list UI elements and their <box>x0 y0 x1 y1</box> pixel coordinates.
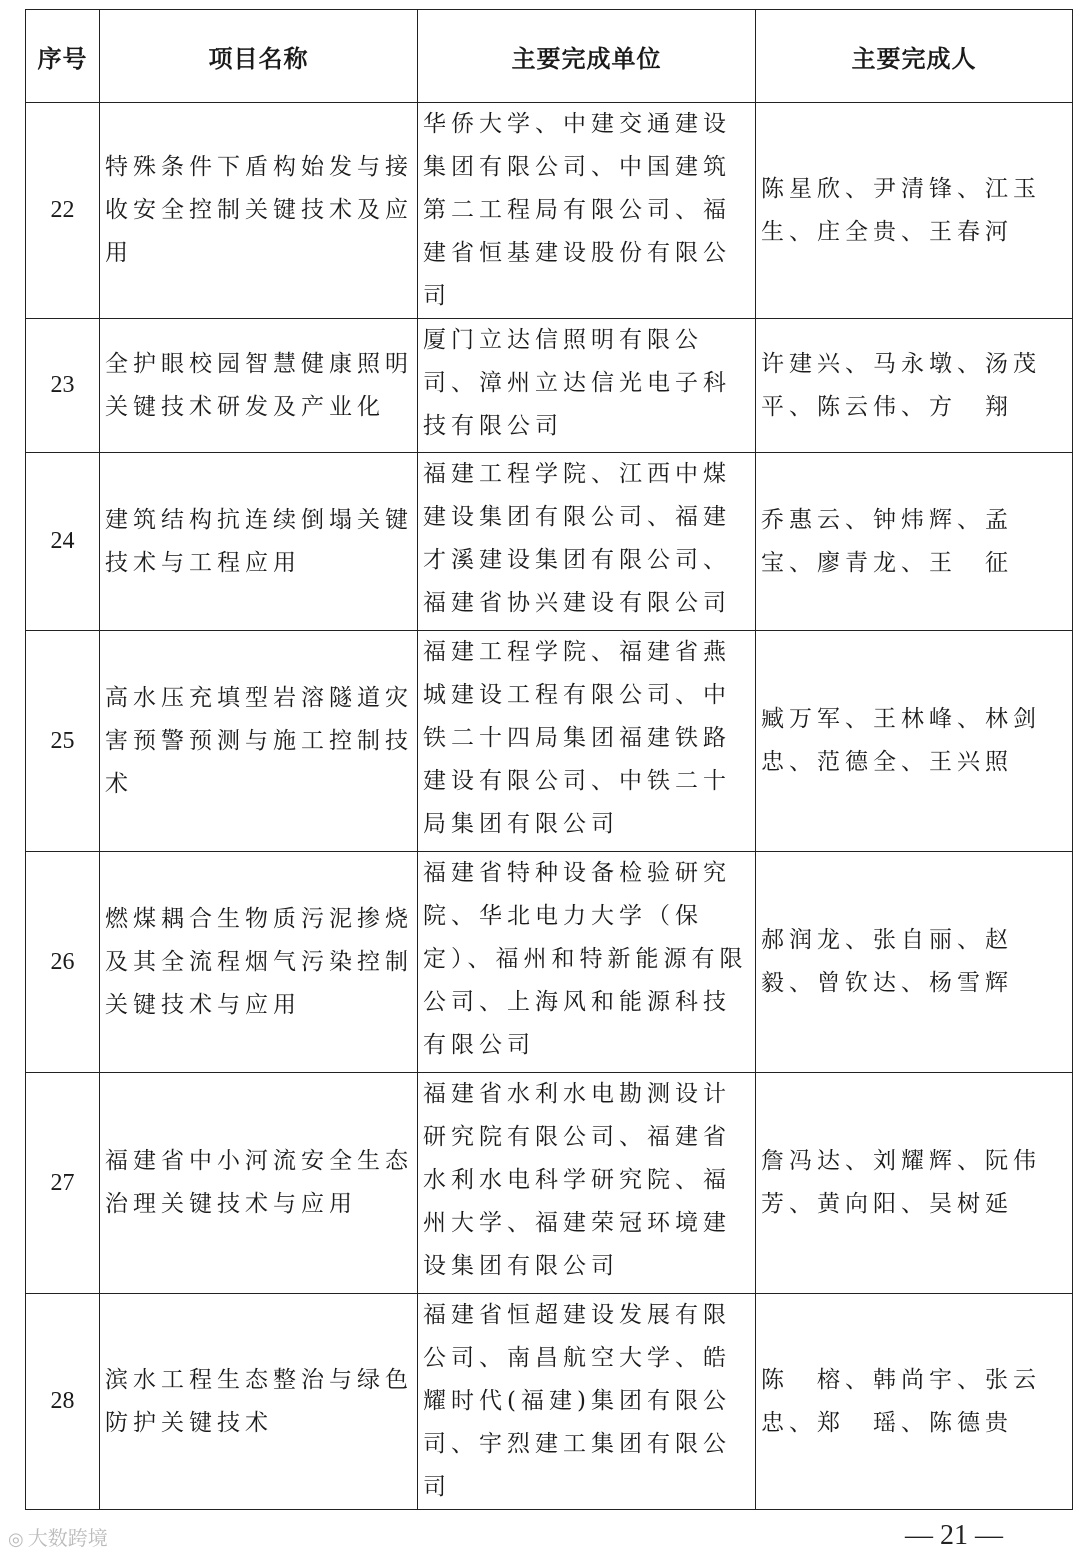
row-persons: 陈 榕、韩尚宇、张云忠、郑 瑶、陈德贵 <box>756 1294 1073 1510</box>
table-header-row <box>26 10 1073 103</box>
header-main-units: 主要完成单位 <box>418 10 756 103</box>
row-project: 福建省中小河流安全生态治理关键技术与应用 <box>100 1073 418 1294</box>
row-units: 福建工程学院、江西中煤建设集团有限公司、福建才溪建设集团有限公司、福建省协兴建设有限公司 <box>418 453 756 631</box>
row-project: 高水压充填型岩溶隧道灾害预警预测与施工控制技术 <box>100 631 418 852</box>
header-project-name: 项目名称 <box>100 10 418 103</box>
logo-icon: ◎ <box>8 1529 24 1550</box>
header-main-persons: 主要完成人 <box>756 10 1073 103</box>
page-number: — 21 — <box>905 1520 1003 1551</box>
row-units: 福建省特种设备检验研究院、华北电力大学（保定）、福州和特新能源有限公司、上海风和能源科技有限公司 <box>418 852 756 1073</box>
row-persons: 郝润龙、张自丽、赵 毅、曾钦达、杨雪辉 <box>756 852 1073 1073</box>
row-seq: 22 <box>26 103 100 319</box>
row-persons: 陈星欣、尹清锋、江玉生、庄全贵、王春河 <box>756 103 1073 319</box>
table-row <box>26 1294 1073 1510</box>
row-persons: 许建兴、马永墩、汤茂平、陈云伟、方 翔 <box>756 319 1073 453</box>
row-units: 华侨大学、中建交通建设集团有限公司、中国建筑第二工程局有限公司、福建省恒基建设股份有限公司 <box>418 103 756 319</box>
awards-table <box>25 9 1073 1510</box>
table-row <box>26 852 1073 1073</box>
table-row <box>26 319 1073 453</box>
row-seq: 27 <box>26 1073 100 1294</box>
table-row <box>26 103 1073 319</box>
row-project: 建筑结构抗连续倒塌关键技术与工程应用 <box>100 453 418 631</box>
row-seq: 25 <box>26 631 100 852</box>
row-units: 福建省水利水电勘测设计研究院有限公司、福建省水利水电科学研究院、福州大学、福建荣冠环境建设集团有限公司 <box>418 1073 756 1294</box>
header-seq: 序号 <box>26 10 100 103</box>
row-seq: 23 <box>26 319 100 453</box>
row-persons: 乔惠云、钟炜辉、孟 宝、廖青龙、王 征 <box>756 453 1073 631</box>
row-project: 滨水工程生态整治与绿色防护关键技术 <box>100 1294 418 1510</box>
row-project: 特殊条件下盾构始发与接收安全控制关键技术及应用 <box>100 103 418 319</box>
table-row <box>26 1073 1073 1294</box>
row-project: 全护眼校园智慧健康照明关键技术研发及产业化 <box>100 319 418 453</box>
row-persons: 臧万军、王林峰、林剑忠、范德全、王兴照 <box>756 631 1073 852</box>
watermark-text: 大数跨境 <box>27 1526 108 1550</box>
row-project: 燃煤耦合生物质污泥掺烧及其全流程烟气污染控制关键技术与应用 <box>100 852 418 1073</box>
row-units: 福建工程学院、福建省燕城建设工程有限公司、中铁二十四局集团福建铁路建设有限公司、中铁二十局集团有限公司 <box>418 631 756 852</box>
table-row <box>26 631 1073 852</box>
row-seq: 26 <box>26 852 100 1073</box>
row-persons: 詹冯达、刘耀辉、阮伟芳、黄向阳、吴树延 <box>756 1073 1073 1294</box>
row-units: 福建省恒超建设发展有限公司、南昌航空大学、皓耀时代(福建)集团有限公司、宇烈建工集团有限公司 <box>418 1294 756 1510</box>
row-units: 厦门立达信照明有限公司、漳州立达信光电子科技有限公司 <box>418 319 756 453</box>
row-seq: 28 <box>26 1294 100 1510</box>
table-row <box>26 453 1073 631</box>
watermark <box>8 1522 108 1551</box>
row-seq: 24 <box>26 453 100 631</box>
